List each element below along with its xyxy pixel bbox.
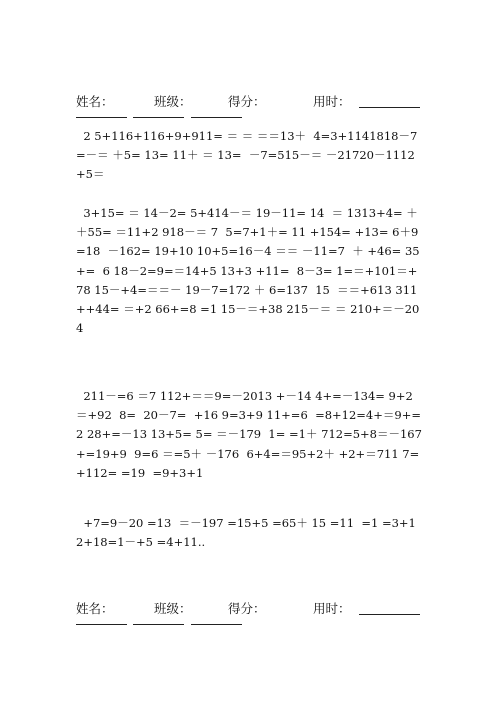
exercise-paragraph-2: 3+15= ＝ 14－2= 5+414－＝ 19－11= 14 ＝ 1313+4= ＋＋55= ＝11+2 918－＝ 7 5=7+1＋= 11 +154= +13= 6＋9=18 －162= 19+10 10+5=16－4 ＝＝ －11=7 ＋ +46= 35+= 6 18－2=9=＝14+5 13+3 +11= 8－3= 1=＝+101＝+78 15－+4=＝＝－ 19－7=172 ＋ 6=137 15 ＝＝+613 311++44= ＝+2 66+=8 =1 15－＝+38 215－＝ ＝ 210+＝－204 bbox=[76, 206, 420, 336]
exercise-paragraph-3: 211－=6 ＝7 112+＝＝9=－2013 +－14 4+=－134= 9+2＝+92 8= 20－7= +16 9=3+9 11+=6 =8+12=4+＝9+=2 28+=－13 13+5= 5= ＝－179 1= =1＋ 712=5+8＝－167+=19+9 9=6 ＝=5＋ －176 6+4=＝95+2＋ +2+＝711 7=+112= =19 =9+3+1 bbox=[76, 389, 422, 480]
class-label: 班级： bbox=[154, 601, 192, 616]
answer-blank-lines-top bbox=[76, 117, 246, 121]
time-label: 用时： bbox=[313, 601, 351, 616]
name-label: 姓名： bbox=[76, 94, 114, 109]
time-label: 用时： bbox=[313, 94, 351, 109]
header-row-bottom bbox=[76, 599, 420, 619]
score-label: 得分： bbox=[228, 601, 266, 616]
exercise-paragraph-4: +7=9－20 =13 ＝－197 =15+5 =65＋ 15 =11 =1 =3+12+18=1－+5 =4+11.. bbox=[76, 516, 416, 550]
answer-blank-lines-bottom bbox=[76, 624, 246, 628]
class-label: 班级： bbox=[154, 94, 192, 109]
time-blank-line bbox=[359, 614, 420, 615]
blank-line bbox=[191, 117, 242, 118]
name-label: 姓名： bbox=[76, 601, 114, 616]
exercise-paragraph-1: 2 5+116+116+9+911= ＝ ＝ ＝＝13＋ 4=3+1141818－7=－＝ ＋5= 13= 11＋ ＝ 13= －7=515－＝ －21720－1112+5＝ bbox=[76, 129, 418, 182]
blank-line bbox=[133, 624, 184, 625]
blank-line bbox=[191, 624, 242, 625]
time-blank-line bbox=[359, 107, 420, 108]
blank-line bbox=[76, 117, 127, 118]
header-row-top bbox=[76, 92, 420, 112]
blank-line bbox=[133, 117, 184, 118]
score-label: 得分： bbox=[228, 94, 266, 109]
blank-line bbox=[76, 624, 127, 625]
